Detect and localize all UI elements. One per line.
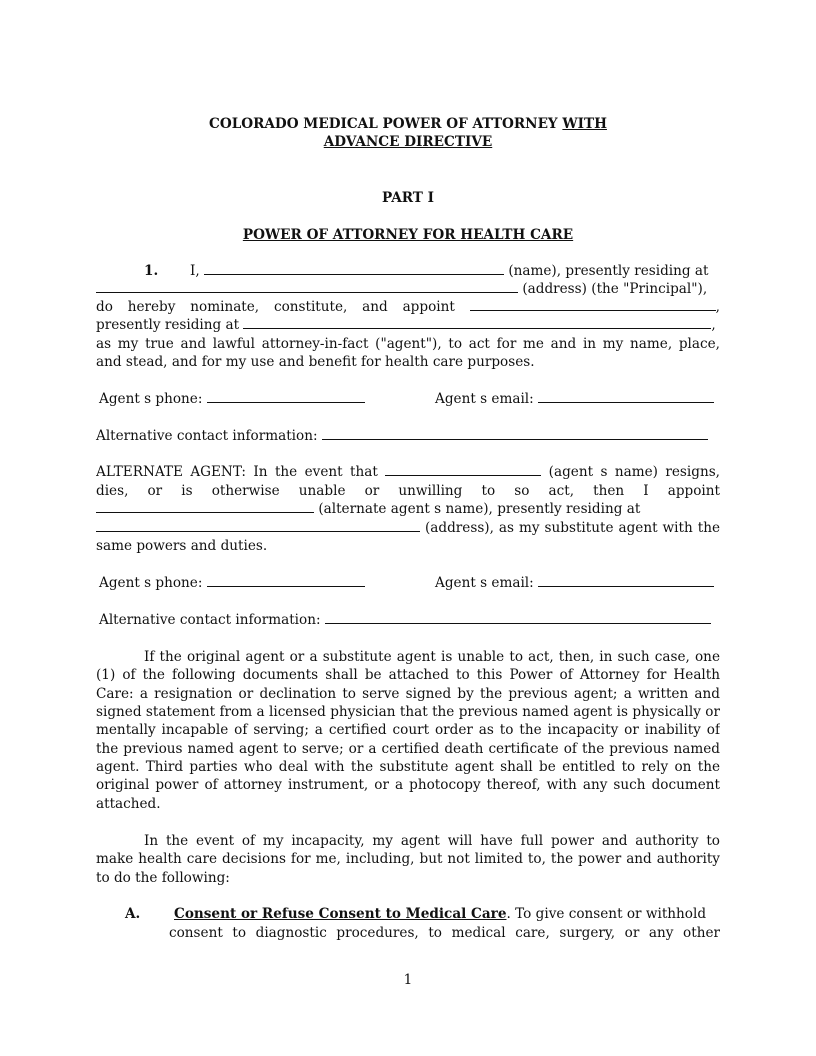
agent-email-label: Agent s email: <box>435 391 534 407</box>
substitute-para-line: agent. Third parties who deal with the substitute agent shall be entitled to rely on the <box>96 759 720 775</box>
agent-phone-blank[interactable] <box>207 390 365 403</box>
item-a-heading: Consent or Refuse Consent to Medical Care <box>174 906 507 922</box>
agent-name-blank[interactable] <box>470 298 716 311</box>
substitute-para-line: mentally incapable of serving; a certified court order as to the incapacity or inability of <box>96 722 720 738</box>
principal-address-blank[interactable] <box>96 280 518 293</box>
alternate-line1 <box>96 463 720 481</box>
section-heading: POWER OF ATTORNEY FOR HEALTH CARE <box>242 227 574 243</box>
residing-text: presently residing at <box>96 317 240 333</box>
agent-phone-field <box>99 390 365 408</box>
alt-agent-phone-label: Agent s phone: <box>99 575 203 591</box>
alt-agent-phone-field <box>99 574 365 592</box>
item-a-line2: consent to diagnostic procedures, to medical care, surgery, or any other <box>169 925 720 941</box>
alternate-line3 <box>96 500 640 518</box>
part-heading: PART I <box>381 190 435 206</box>
principal-name-suffix: (name), presently residing at <box>504 263 709 279</box>
incapacity-para-line: to do the following: <box>96 870 230 886</box>
title-text: COLORADO MEDICAL POWER OF ATTORNEY <box>209 116 563 132</box>
substitute-para-line: signed statement from a licensed physician that the previous named agent is physically or <box>96 704 720 720</box>
alt-agent-alt-contact-label: Alternative contact information: <box>99 612 321 628</box>
agent-alt-contact-field <box>96 427 708 445</box>
alt-agent-email-label: Agent s email: <box>435 575 534 591</box>
alt-agent-email-blank[interactable] <box>538 574 714 587</box>
agent-email-field <box>435 390 714 408</box>
agent-residing-line <box>96 316 716 334</box>
item-a-line1-rest: . To give consent or withhold <box>506 906 707 922</box>
para1-line6: and stead, and for my use and benefit for health care purposes. <box>96 354 535 370</box>
paragraph-number: 1. <box>144 263 159 279</box>
principal-name-blank[interactable] <box>204 262 504 275</box>
appoint-text: do hereby nominate, constitute, and appoint <box>96 299 455 315</box>
substitute-para-line: attached. <box>96 796 161 812</box>
agent-alt-contact-blank[interactable] <box>322 427 708 440</box>
principal-name-line <box>190 262 708 280</box>
alternate-line2: dies, or is otherwise unable or unwilling to so act, then I appoint <box>96 483 720 499</box>
alternate-line4 <box>96 519 720 537</box>
alternate-line4-text: (address), as my substitute agent with the <box>425 520 720 536</box>
alternate-agent-name-blank[interactable] <box>96 500 314 513</box>
para1-line5: as my true and lawful attorney-in-fact ("agent"), to act for me and in my name, place, <box>96 336 720 352</box>
alt-agent-email-field <box>435 574 714 592</box>
alternate-line5: same powers and duties. <box>96 538 268 554</box>
agent-alt-contact-label: Alternative contact information: <box>96 428 318 444</box>
agent-address-blank[interactable] <box>243 316 711 329</box>
residing-comma: , <box>711 317 716 333</box>
principal-i-text: I, <box>190 263 205 279</box>
item-a-letter: A. <box>125 906 141 922</box>
principal-address-line <box>96 280 707 298</box>
alternate-heading-text: ALTERNATE AGENT: In the event that <box>96 464 378 480</box>
title-underlined-text: WITH <box>562 116 607 132</box>
substitute-para-line: Care: a resignation or declination to serve signed by the previous agent; a written and <box>96 686 720 702</box>
alternate-line1-suffix: (agent s name) resigns, <box>548 464 720 480</box>
substitute-para-line: (1) of the following documents shall be attached to this Power of Attorney for Health <box>96 667 720 683</box>
alternate-line3-text: (alternate agent s name), presently residing at <box>318 501 641 517</box>
substitute-para-line: the previous named agent to serve; or a certified death certificate of the previous named <box>96 741 720 757</box>
alt-agent-alt-contact-field <box>99 611 711 629</box>
appoint-comma: , <box>715 299 720 315</box>
resigning-agent-name-blank[interactable] <box>385 463 541 476</box>
substitute-para-line: original power of attorney instrument, or a photocopy thereof, with any such document <box>96 777 720 793</box>
document-title-line2: ADVANCE DIRECTIVE <box>323 134 493 150</box>
item-a-line1 <box>174 905 706 923</box>
document-title-line1 <box>0 115 816 133</box>
incapacity-para-line: make health care decisions for me, including, but not limited to, the power and authority <box>96 851 720 867</box>
alt-agent-phone-blank[interactable] <box>207 574 365 587</box>
agent-phone-label: Agent s phone: <box>99 391 203 407</box>
agent-email-blank[interactable] <box>538 390 714 403</box>
alternate-address-blank[interactable] <box>96 519 420 532</box>
alt-agent-alt-contact-blank[interactable] <box>325 611 711 624</box>
principal-address-suffix: (address) (the "Principal"), <box>522 281 708 297</box>
page-number: 1 <box>403 972 413 988</box>
appoint-line <box>96 298 720 316</box>
incapacity-para-line: In the event of my incapacity, my agent will have full power and authority to <box>144 833 720 849</box>
substitute-para-line: If the original agent or a substitute agent is unable to act, then, in such case, one <box>144 649 720 665</box>
